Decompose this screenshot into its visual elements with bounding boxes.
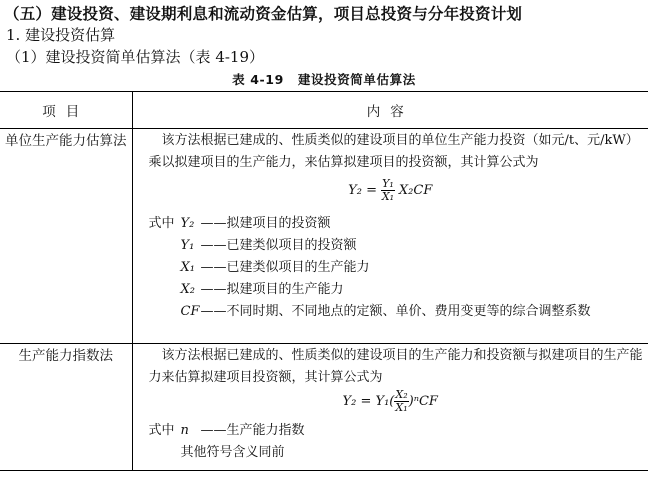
row-content-unit-capacity — [132, 129, 648, 344]
table-caption-title: 建设投资简单估算法 — [297, 72, 416, 87]
definition-line — [149, 301, 591, 323]
subsection-heading-1: 1. 建设投资估算 — [6, 26, 116, 44]
definition-text: ——生产能力指数 — [200, 423, 305, 438]
subsection-heading-2: （1）建设投资简单估算法（表 4-19） — [6, 48, 265, 66]
formula-lhs: Y₂ = — [348, 183, 377, 198]
definition-text: ——拟建项目的投资额 — [200, 216, 331, 231]
definition-text: ——不同时期、不同地点的定额、单价、费用变更等的综合调整系数 — [200, 304, 591, 319]
fraction-denominator: X₁ — [395, 401, 408, 414]
definition-text: ——已建类似项目的生产能力 — [200, 260, 370, 275]
formula-fraction — [381, 178, 395, 203]
table-row — [0, 344, 648, 471]
row-item-capacity-index: 生产能力指数法 — [0, 344, 132, 471]
row-item-unit-capacity: 单位生产能力估算法 — [0, 129, 132, 344]
method-description: 该方法根据已建成的、性质类似的建设项目的生产能力和投资额与拟建项目的生产能力来估算拟建项目投资额，其计算公式为 — [148, 348, 643, 385]
fraction-numerator: X₂ — [395, 388, 408, 401]
header-content: 内容 — [132, 92, 648, 129]
section-title: （五）建设投资、建设期利息和流动资金估算，项目总投资与分年投资计划 — [4, 5, 523, 23]
where-label: 式中 — [148, 423, 175, 438]
definition-text: ——拟建项目的生产能力 — [200, 282, 344, 297]
definition-symbol: CF — [180, 304, 200, 319]
definition-line — [149, 235, 357, 257]
fraction-denominator: X₁ — [381, 190, 395, 203]
fraction-numerator: Y₁ — [382, 177, 394, 190]
definition-symbol: X₁ — [180, 260, 195, 275]
definition-line — [149, 420, 305, 442]
definition-symbol: n — [180, 423, 189, 438]
formula-lhs: Y₂ = Y₁( — [342, 394, 395, 409]
definition-line — [149, 213, 331, 235]
formula-rhs: )ⁿCF — [408, 394, 438, 409]
definition-text: ——已建类似项目的投资额 — [200, 238, 357, 253]
table-caption — [0, 70, 648, 88]
table-header-row — [0, 92, 648, 129]
definition-symbol: Y₂ — [180, 216, 195, 231]
formula — [133, 389, 648, 414]
table-caption-number: 表 4-19 — [232, 72, 284, 87]
formula-fraction — [394, 389, 408, 414]
method-description: 该方法根据已建成的、性质类似的建设项目的单位生产能力投资（如元/t、元/kW）乘以拟建项目的生产能力，来估算拟建项目的投资额，其计算公式为 — [148, 133, 639, 170]
estimation-table — [0, 91, 648, 471]
definition-line — [149, 257, 370, 279]
table-row — [0, 129, 648, 344]
formula-rhs: X₂CF — [398, 183, 433, 198]
definition-symbol: X₂ — [180, 282, 195, 297]
where-label: 式中 — [148, 216, 175, 231]
header-item: 项目 — [0, 92, 132, 129]
definition-line — [149, 279, 344, 301]
definition-note: 其他符号含义同前 — [180, 445, 285, 460]
definition-symbol: Y₁ — [180, 238, 195, 253]
row-content-capacity-index — [132, 344, 648, 471]
formula — [133, 178, 648, 203]
